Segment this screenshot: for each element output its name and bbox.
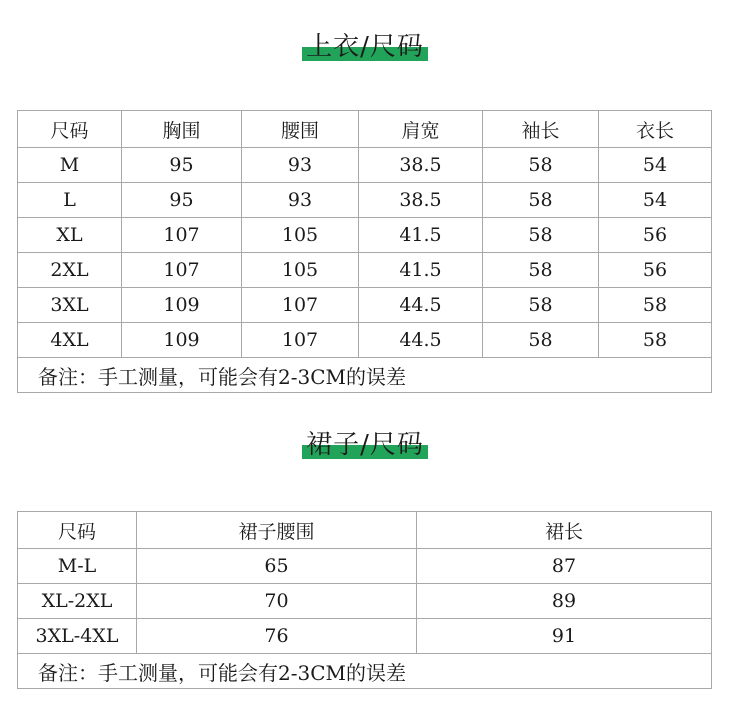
table-note-row: [18, 358, 712, 393]
table-cell: 89: [417, 584, 712, 619]
header-cell: 腰围: [242, 111, 359, 148]
table-cell: 41.5: [359, 253, 483, 288]
table-cell: 105: [242, 253, 359, 288]
table-row: [18, 619, 712, 654]
header-cell: 尺码: [18, 111, 122, 148]
table-row: [18, 323, 712, 358]
skirt-size-title: 裙子/尺码: [306, 430, 424, 460]
table-cell: 95: [122, 148, 242, 183]
table-cell: 38.5: [359, 183, 483, 218]
table-cell: 105: [242, 218, 359, 253]
table-cell: 44.5: [359, 288, 483, 323]
table-cell: 107: [122, 218, 242, 253]
table-cell: 4XL: [18, 323, 122, 358]
header-cell: 袖长: [483, 111, 599, 148]
table-cell: XL-2XL: [18, 584, 137, 619]
header-cell: 肩宽: [359, 111, 483, 148]
table-cell: 58: [483, 218, 599, 253]
table-cell: 58: [483, 288, 599, 323]
tops-size-title: 上衣/尺码: [306, 32, 424, 62]
table-row: [18, 253, 712, 288]
table-cell: M: [18, 148, 122, 183]
header-cell: 胸围: [122, 111, 242, 148]
table-cell: 41.5: [359, 218, 483, 253]
tops-size-table: [17, 110, 712, 393]
table-cell: 93: [242, 183, 359, 218]
table-cell: 65: [137, 549, 417, 584]
table-cell: XL: [18, 218, 122, 253]
table-row: [18, 549, 712, 584]
table-row: [18, 584, 712, 619]
table-cell: 107: [242, 323, 359, 358]
table-cell: 76: [137, 619, 417, 654]
table-cell: 109: [122, 288, 242, 323]
table-header-row: [18, 512, 712, 549]
table-cell: 54: [599, 148, 712, 183]
table-cell: 109: [122, 323, 242, 358]
table-cell: 56: [599, 253, 712, 288]
table-row: [18, 218, 712, 253]
header-cell: 裙子腰围: [137, 512, 417, 549]
header-cell: 裙长: [417, 512, 712, 549]
table-cell: 44.5: [359, 323, 483, 358]
table-cell: 58: [599, 323, 712, 358]
table-cell: 38.5: [359, 148, 483, 183]
table-cell: 91: [417, 619, 712, 654]
table-cell: 93: [242, 148, 359, 183]
table-cell: 58: [483, 148, 599, 183]
table-cell: M-L: [18, 549, 137, 584]
header-cell: 衣长: [599, 111, 712, 148]
table-cell: L: [18, 183, 122, 218]
tops-size-heading: [0, 26, 730, 63]
table-cell: 56: [599, 218, 712, 253]
measurement-note: 备注：手工测量，可能会有2-3CM的误差: [18, 358, 712, 393]
header-cell: 尺码: [18, 512, 137, 549]
table-row: [18, 183, 712, 218]
table-cell: 107: [242, 288, 359, 323]
table-cell: 70: [137, 584, 417, 619]
table-note-row: [18, 654, 712, 689]
table-cell: 3XL-4XL: [18, 619, 137, 654]
measurement-note: 备注：手工测量，可能会有2-3CM的误差: [18, 654, 712, 689]
table-row: [18, 148, 712, 183]
table-cell: 58: [483, 323, 599, 358]
table-row: [18, 288, 712, 323]
table-cell: 95: [122, 183, 242, 218]
table-header-row: [18, 111, 712, 148]
table-cell: 58: [599, 288, 712, 323]
table-cell: 2XL: [18, 253, 122, 288]
skirt-size-table: [17, 511, 712, 689]
table-cell: 3XL: [18, 288, 122, 323]
skirt-size-heading: [0, 424, 730, 461]
table-cell: 87: [417, 549, 712, 584]
table-cell: 58: [483, 253, 599, 288]
table-cell: 58: [483, 183, 599, 218]
table-cell: 54: [599, 183, 712, 218]
table-cell: 107: [122, 253, 242, 288]
